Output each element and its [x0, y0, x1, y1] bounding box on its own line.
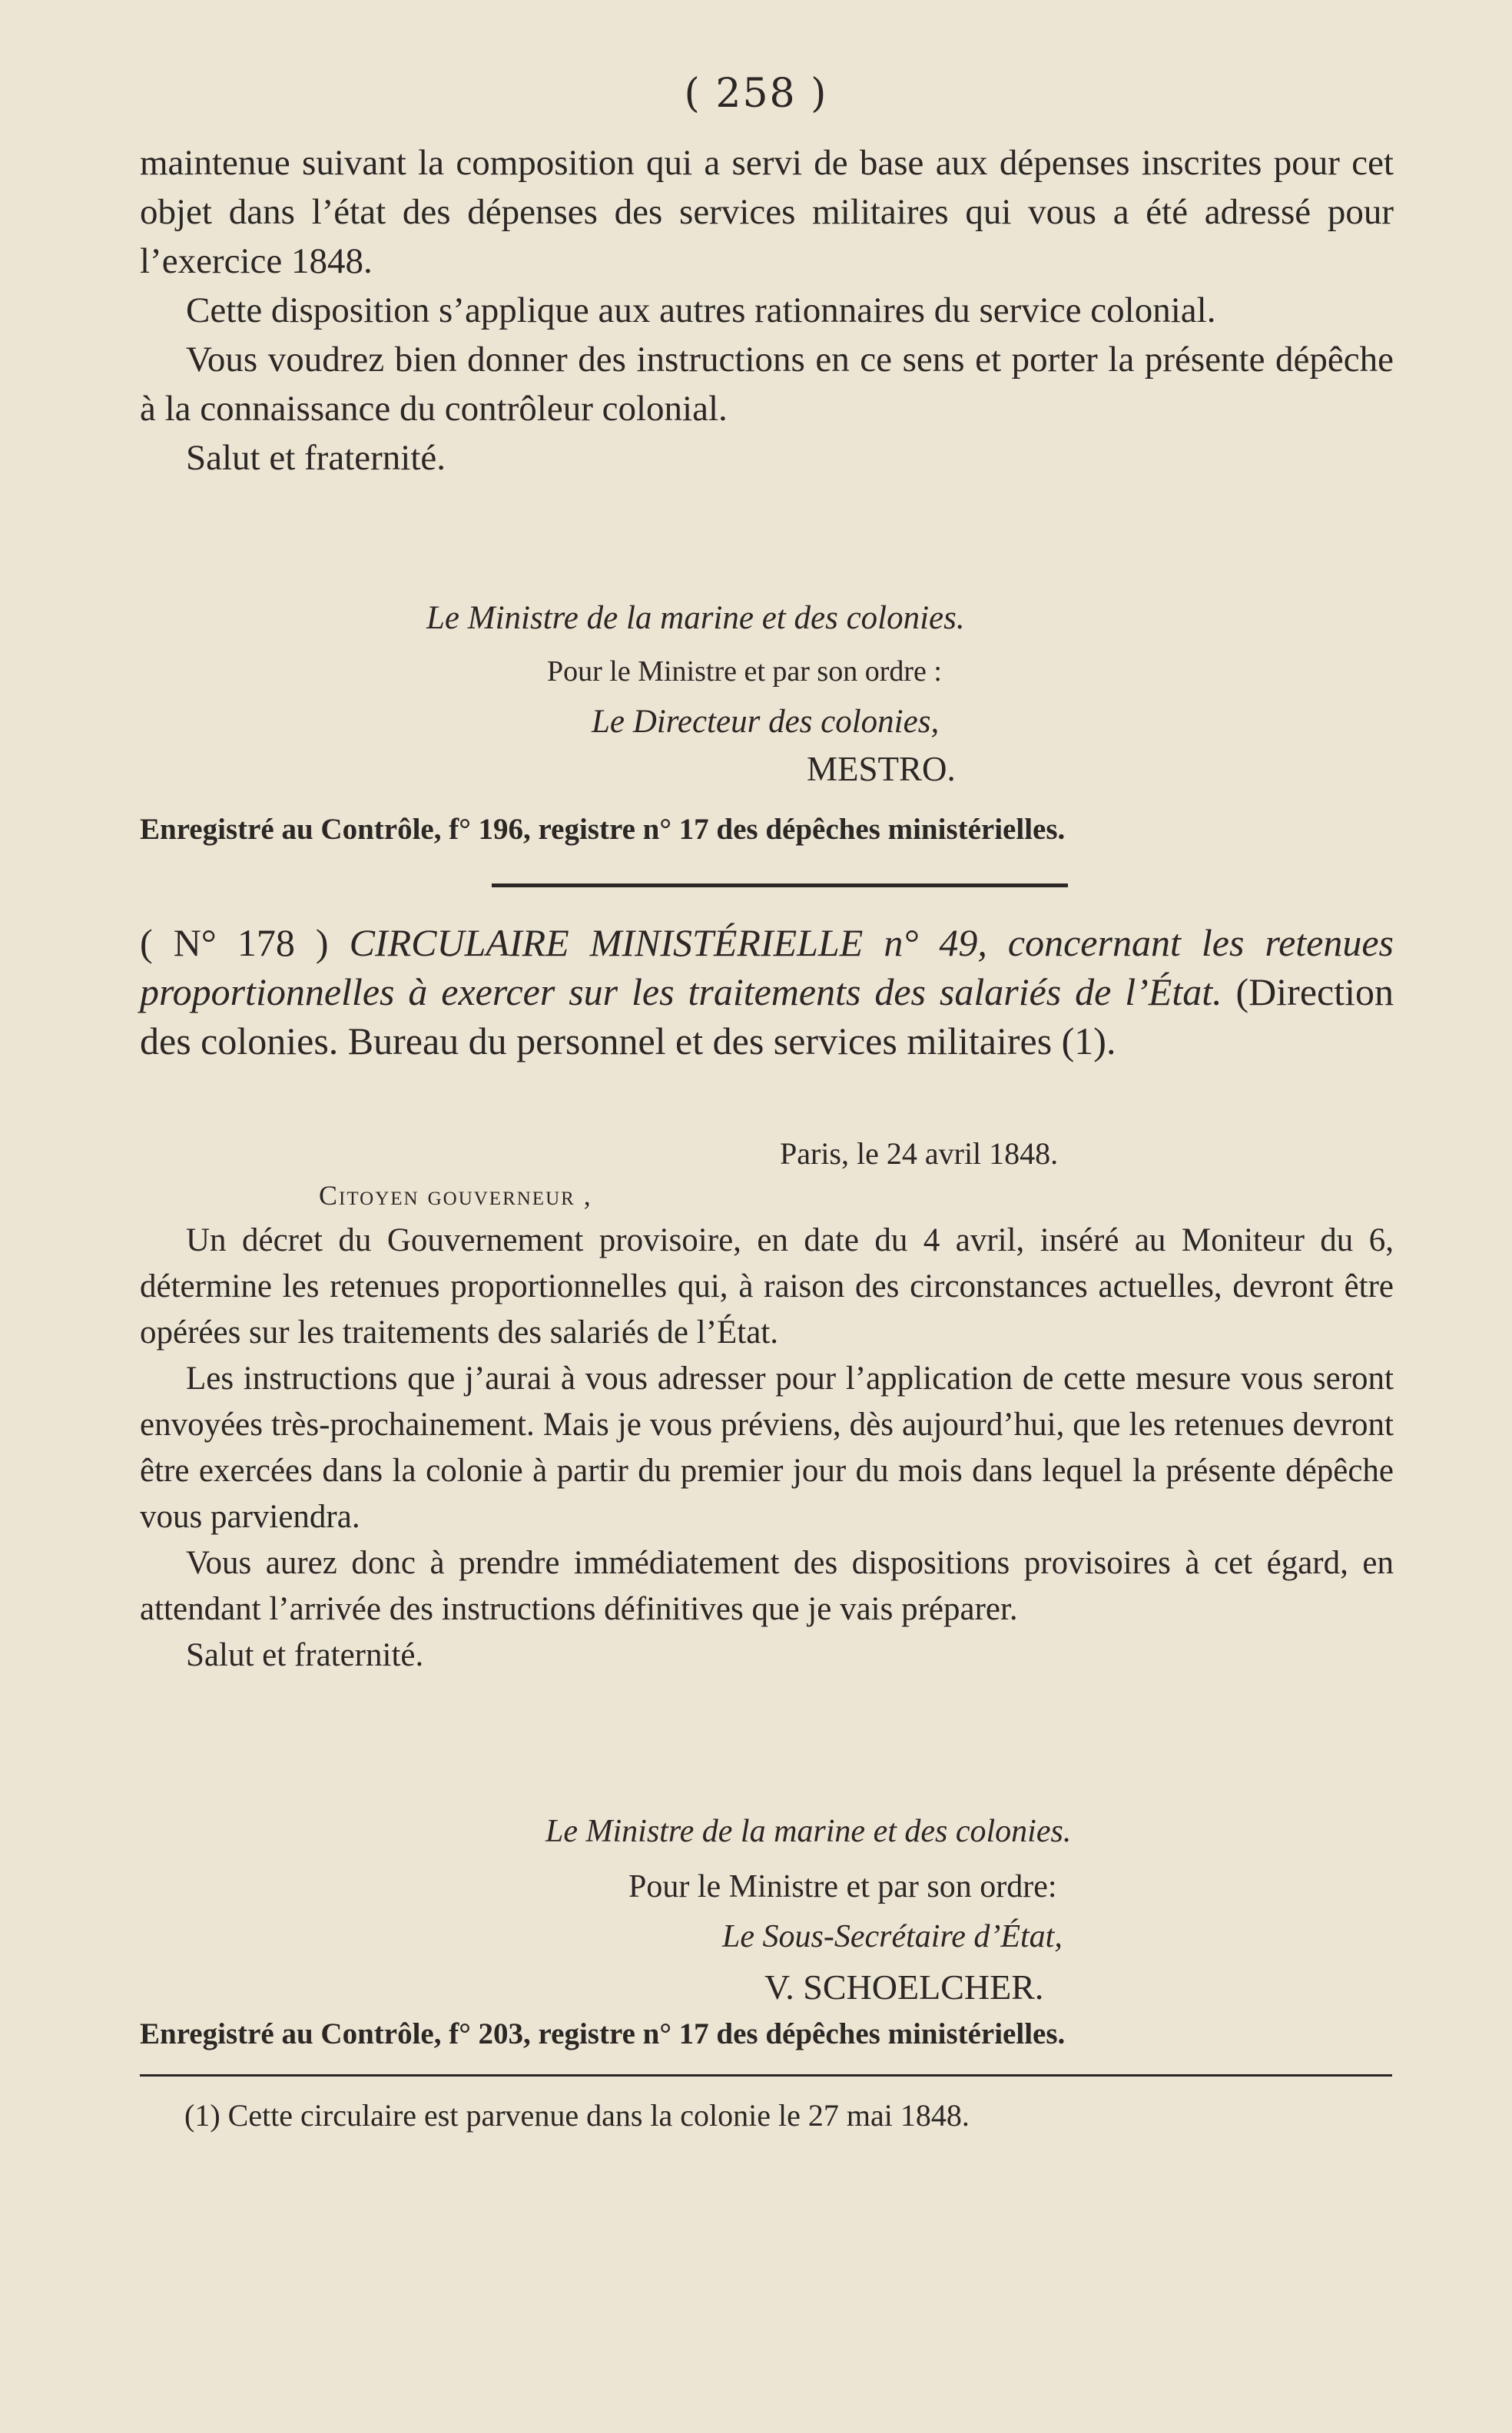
paragraph: Salut et fraternité.: [186, 438, 446, 478]
paragraph: Salut et fraternité.: [186, 1637, 424, 1673]
signature-minister: Le Ministre de la marine et des colonies.: [545, 1814, 1072, 1849]
top-text: [140, 138, 1394, 482]
paragraph: Vous aurez donc à prendre immédiatement des dispositions provisoires à cet égard, en attendant l’arrivée des instructions définitives que je vais préparer.: [140, 1545, 1394, 1627]
signature-name: MESTRO.: [807, 750, 956, 788]
footnote-divider: [140, 2074, 1392, 2077]
signature-undersecretary: Le Sous-Secrétaire d’État,: [722, 1919, 1063, 1954]
paragraph: maintenue suivant la composition qui a servi de base aux dépenses inscrites pour cet objet dans l’état des dépenses des services militaires qui vous a été adressé pour l’exercice 1848.: [140, 143, 1394, 281]
paragraph: Cette disposition s’applique aux autres rationnaires du service colonial.: [186, 290, 1216, 330]
circular-title: CIRCULAIRE MINISTÉRIELLE n° 49, concernant les retenues proportionnelles à exercer sur les traitements des salariés de l’État.: [140, 921, 1394, 1013]
circular-number: ( N° 178 ): [140, 921, 329, 964]
signature-minister: Le Ministre de la marine et des colonies.: [426, 600, 965, 636]
paragraph: Un décret du Gouvernement provisoire, en date du 4 avril, inséré au Moniteur du 6, détermine les retenues proportionnelles qui, à raison des circonstances actuelles, devront être opérées sur les traitements des salariés de l’État.: [140, 1222, 1394, 1351]
circular-heading: [140, 918, 1394, 1066]
circular-body: [140, 1218, 1394, 1679]
place-date: Paris, le 24 avril 1848.: [780, 1136, 1059, 1171]
paragraph: Vous voudrez bien donner des instructions en ce sens et porter la présente dépêche à la connaissance du contrôleur colonial.: [140, 340, 1394, 429]
circular-direction: (Direction des colonies. Bureau du personnel et des services militaires (1).: [140, 970, 1394, 1062]
registry-note: Enregistré au Contrôle, f° 196, registre n° 17 des dépêches ministérielles.: [140, 813, 1066, 846]
signature-director: Le Directeur des colonies,: [592, 704, 940, 740]
registry-note: Enregistré au Contrôle, f° 203, registre n° 17 des dépêches ministérielles.: [140, 2017, 1066, 2050]
signature-for-minister: Pour le Ministre et par son ordre :: [547, 655, 942, 688]
section-divider: [492, 883, 1068, 887]
paragraph: Les instructions que j’aurai à vous adresser pour l’application de cette mesure vous seront envoyées très-prochainement. Mais je vous préviens, dès aujourd’hui, que les retenues devront être exercées dans la colonie à partir du premier jour du mois dans lequel la présente dépêche vous parviendra.: [140, 1361, 1394, 1535]
footnote: (1) Cette circulaire est parvenue dans la colonie le 27 mai 1848.: [184, 2098, 970, 2133]
signature-for-minister: Pour le Ministre et par son ordre:: [628, 1869, 1057, 1904]
salutation: Citoyen gouverneur ,: [319, 1180, 592, 1211]
page-number: ( 258 ): [684, 71, 828, 117]
signature-name: V. SCHOELCHER.: [764, 1967, 1044, 2007]
